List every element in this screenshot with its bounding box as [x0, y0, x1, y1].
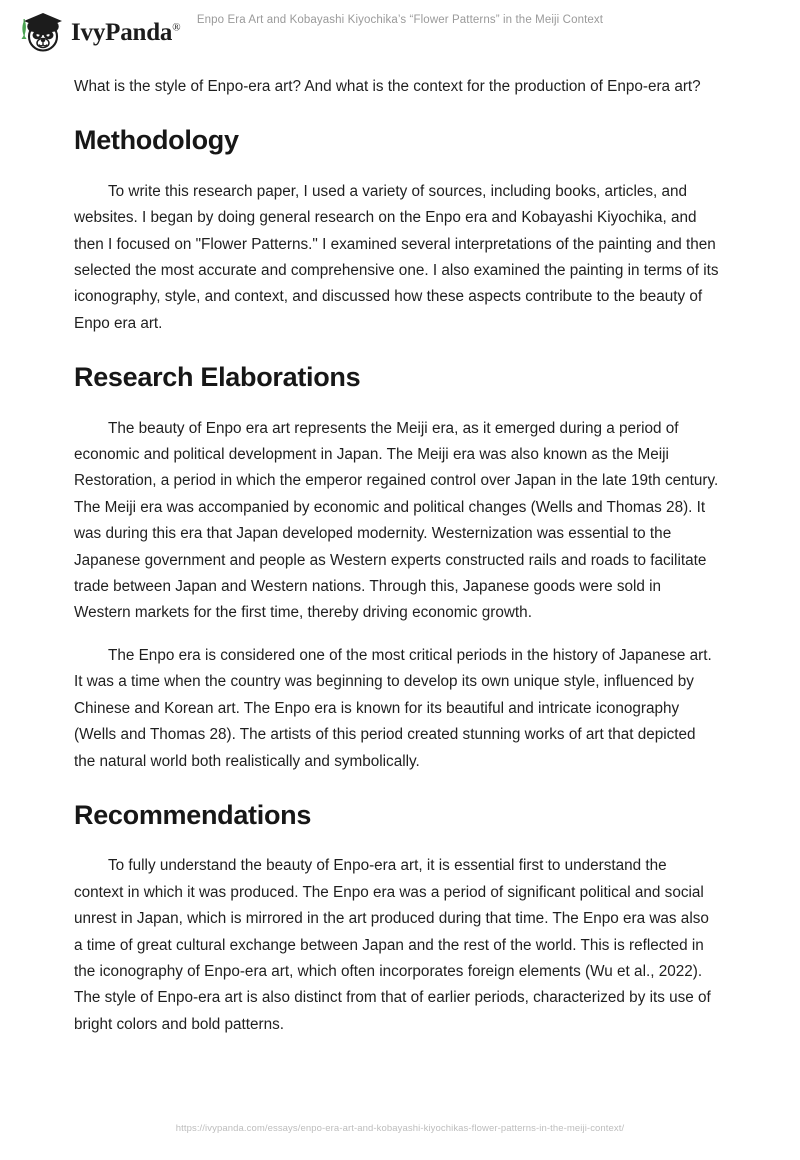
section-methodology — [74, 124, 720, 337]
intro-block — [74, 58, 720, 100]
document-running-title: Enpo Era Art and Kobayashi Kiyochika’s “Flower Patterns” in the Meiji Context — [196, 14, 604, 26]
trademark-symbol: ® — [172, 21, 181, 34]
intro-paragraph: What is the style of Enpo-era art? And what is the context for the production of Enpo-era art? — [74, 78, 701, 95]
document-body — [0, 58, 800, 1038]
page-footer — [0, 1118, 800, 1136]
paragraph-research-1: The beauty of Enpo era art represents the Meiji era, as it emerged during a period of economic and political development in Japan. The Meiji era was also known as the Meiji Restoration, a period in which the emperor regained control over Japan in the late 19th century. The Meiji era was accompanied by economic and political changes (Wells and Thomas 28). It was during this era that Japan developed modernity. Westernization was essential to the Japanese government and people as Western experts constructed rails and roads to facilitate trade between Japan and Western nations. Through this, Japanese goods were sold in Western markets for the first time, thereby driving economic growth. — [74, 419, 719, 622]
page-header — [0, 0, 800, 58]
brand-name: IvyPanda® — [71, 18, 181, 46]
footer-source-url[interactable]: https://ivypanda.com/essays/enpo-era-art-and-kobayashi-kiyochikas-flower-patterns-in-the-meiji-context/ — [175, 1123, 625, 1134]
paragraph-research-2: The Enpo era is considered one of the most critical periods in the history of Japanese art. It was a time when the country was beginning to develop its own unique style, influenced by Chinese and Korean art. The Enpo era is known for its beautiful and intricate iconography (Wells and Thomas 28). The artists of this period created stunning works of art that depicted the natural world both realistically and symbolically. — [74, 646, 712, 770]
paragraph-recommendations-1: To fully understand the beauty of Enpo-era art, it is essential first to understand the context in which it was produced. The Enpo era was a period of significant political and social unrest in Japan, which is mirrored in the art produced during that time. The Enpo era was also a time of great cultural exchange between Japan and the rest of the world. This is reflected in the iconography of Enpo-era art, which often incorporates foreign elements (Wu et al., 2022). The style of Enpo-era art is also distinct from that of earlier periods, characterized by its use of bright colors and bold patterns. — [74, 857, 711, 1033]
paragraph-methodology-1: To write this research paper, I used a variety of sources, including books, articles, and websites. I began by doing general research on the Enpo era and Kobayashi Kiyochika, and then I focused on "Flower Patterns." I examined several interpretations of the painting and then selected the most accurate and comprehensive one. I also examined the painting in terms of its iconography, style, and context, and discussed how these aspects contribute to the beauty of Enpo era art. — [74, 182, 719, 332]
section-heading-methodology: Methodology — [74, 125, 239, 156]
section-heading-recommendations: Recommendations — [74, 799, 312, 830]
section-research-elaborations — [74, 361, 720, 775]
section-heading-research-elaborations: Research Elaborations — [74, 362, 361, 393]
section-recommendations — [74, 799, 720, 1038]
paragraph-spacer — [74, 634, 720, 643]
